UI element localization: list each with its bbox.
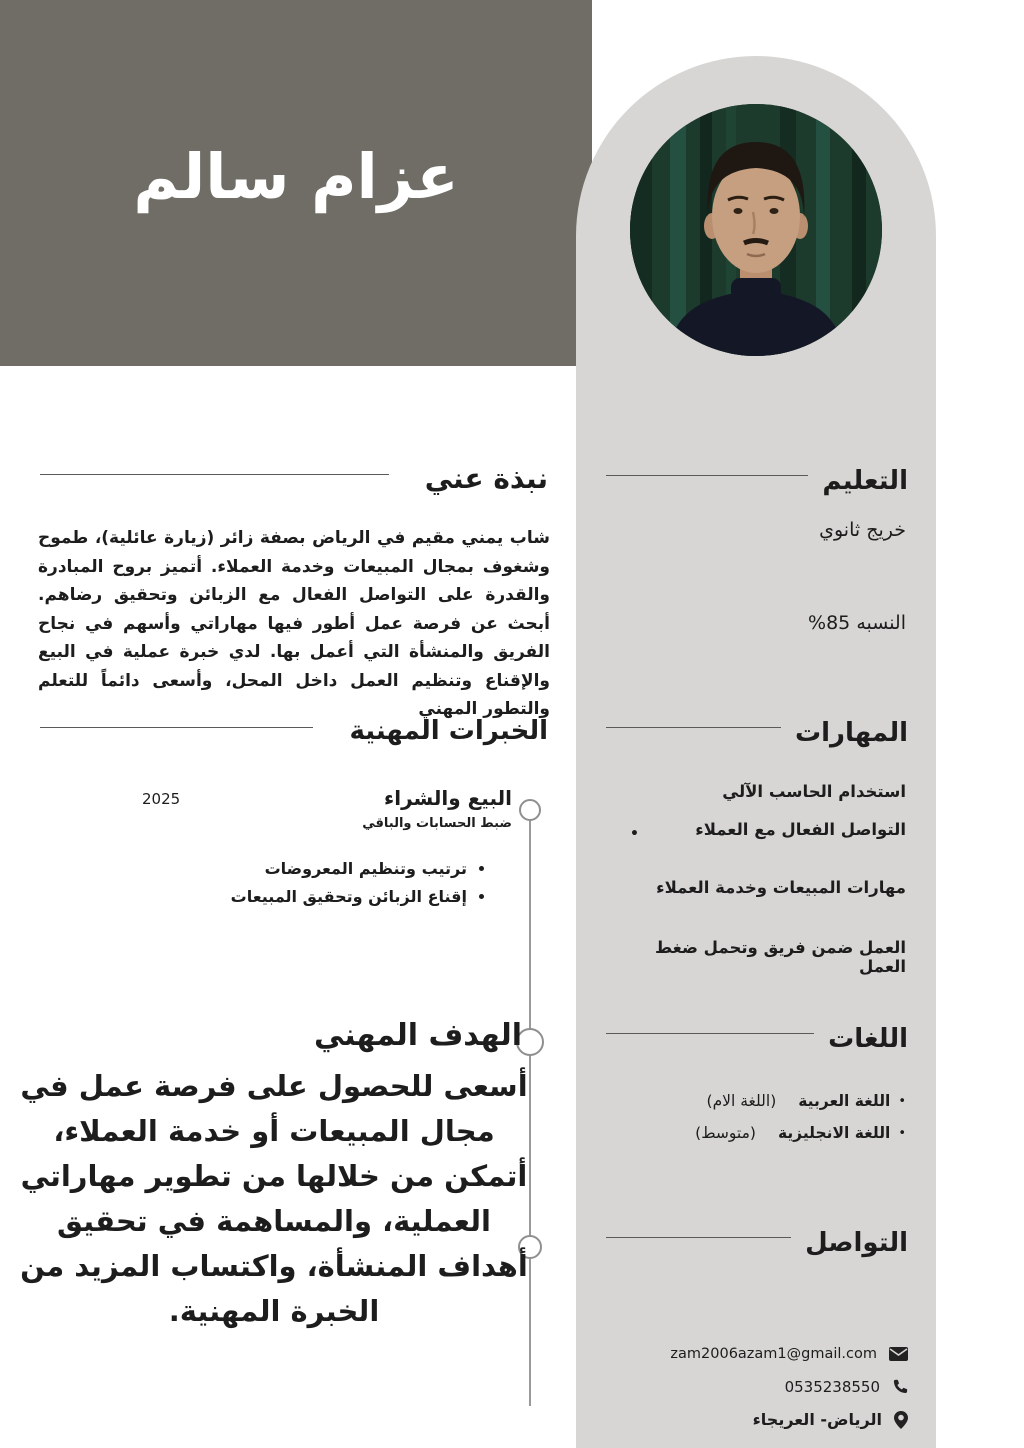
skills-section-header xyxy=(606,718,908,748)
education-divider-line xyxy=(606,475,808,476)
skills-title: المهارات xyxy=(794,718,908,748)
skill-item: العمل ضمن فريق وتحمل ضغط العمل xyxy=(655,938,906,976)
phone-icon xyxy=(892,1379,908,1395)
contact-phone: 0535238550 xyxy=(784,1378,880,1396)
language-level: (اللغة الام) xyxy=(706,1092,777,1110)
skill-item xyxy=(606,820,906,842)
contact-location-row xyxy=(753,1410,908,1429)
skill-item-label: التواصل الفعال مع العملاء xyxy=(695,820,906,839)
job-bullet-item: • إقناع الزبائن وتحقيق المبيعات xyxy=(40,883,467,911)
about-paragraph: شاب يمني مقيم في الرياض بصفة زائر (زيارة عائلية)، طموح وشغوف بمجال المبيعات وخدمة العملاء. أتميز بروح المبادرة والقدرة على التواصل الفعال مع الزبائن وتحقيق رضاهم. أبحث عن فرصة عمل أطور فيها مهاراتي وأسهم في نجاح الفريق والمنشأة التي أعمل بها. لدي خبرة عملية في البيع والإقناع وتنظيم العمل داخل المحل، وأسعى دائماً للتعلم والتطور المهني xyxy=(38,528,550,719)
experience-entry xyxy=(40,786,512,911)
contact-location: الرياض- العريجاء xyxy=(752,1410,882,1429)
header-block xyxy=(0,0,592,366)
language-item xyxy=(707,1092,906,1110)
job-bullet-list xyxy=(40,855,512,911)
about-title: نبذة عني xyxy=(424,462,548,495)
languages-title: اللغات xyxy=(828,1024,908,1054)
languages-section-header xyxy=(606,1024,908,1054)
skill-item: استخدام الحاسب الآلي xyxy=(722,782,906,801)
language-name: اللغة الانجليزية xyxy=(777,1124,891,1142)
experience-section-header xyxy=(40,716,548,746)
contact-section-header xyxy=(606,1228,908,1258)
education-grade: النسبه 85% xyxy=(808,612,906,634)
languages-divider-line xyxy=(606,1033,814,1034)
profile-photo xyxy=(630,104,882,356)
contact-divider-line xyxy=(606,1237,791,1238)
experience-divider-line xyxy=(40,727,313,728)
education-degree: خريج ثانوي xyxy=(819,519,906,541)
profile-photo-illustration xyxy=(630,104,882,356)
skill-item: مهارات المبيعات وخدمة العملاء xyxy=(656,878,906,897)
contact-phone-row xyxy=(785,1378,908,1396)
envelope-icon xyxy=(889,1347,908,1361)
about-divider-line xyxy=(40,474,389,475)
education-section-header xyxy=(606,466,908,496)
candidate-name: عزام سالم xyxy=(133,139,459,213)
job-year: 2025 xyxy=(142,790,181,808)
sidebar xyxy=(576,56,936,1448)
bullet-dot-icon: • xyxy=(630,826,639,842)
language-level: (متوسط) xyxy=(695,1124,756,1142)
location-pin-icon xyxy=(894,1411,908,1429)
bullet-dot-icon: • xyxy=(898,1093,906,1109)
experience-title: الخبرات المهنية xyxy=(349,716,548,746)
contact-email-row xyxy=(670,1346,908,1362)
job-title: البيع والشراء xyxy=(384,786,512,810)
timeline-node-job xyxy=(519,799,541,821)
contact-title: التواصل xyxy=(805,1228,908,1258)
language-item xyxy=(695,1124,906,1142)
skills-divider-line xyxy=(606,727,781,728)
objective-paragraph: أسعى للحصول على فرصة عمل في مجال المبيعات أو خدمة العملاء، أتمكن من خلالها من تطوير مهاراتي العملية، والمساهمة في تحقيق أهداف المنشأة، واكتساب المزيد من الخبرة المهنية. xyxy=(20,1069,528,1328)
about-section-header xyxy=(40,462,548,495)
education-title: التعليم xyxy=(822,466,908,496)
language-name: اللغة العربية xyxy=(798,1092,891,1110)
objective-title: الهدف المهني xyxy=(313,1018,522,1053)
contact-email: zam2006azam1@gmail.com xyxy=(670,1346,877,1362)
job-subtitle: ضبط الحسابات والباقي xyxy=(362,816,512,831)
bullet-dot-icon: • xyxy=(898,1125,906,1141)
job-bullet-item: • ترتيب وتنظيم المعروضات xyxy=(40,855,467,883)
